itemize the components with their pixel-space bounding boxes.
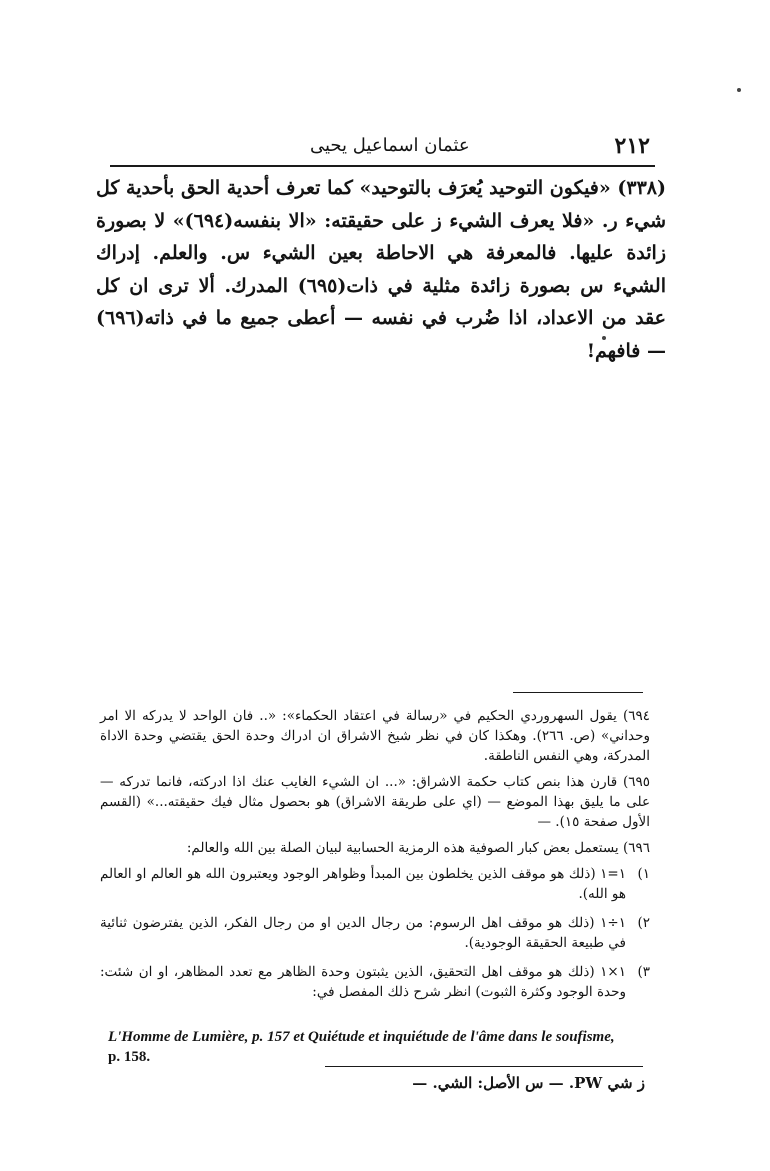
- footnote-696-list: [100, 864, 650, 1002]
- scan-speck: [737, 88, 741, 92]
- running-head-author: عثمان اسماعيل يحيى: [310, 135, 470, 156]
- list-item-text: ١÷١ (ذلك هو موقف اهل الرسوم: من رجال الدين او من رجال الفكر، الذين يفترضون ثنائية في طبيعة الحقيقة الوجودية).: [100, 915, 626, 951]
- list-item: [100, 864, 650, 904]
- list-item-number: ١): [637, 866, 650, 882]
- main-paragraph: (٣٣٨) «فيكون التوحيد يُعرَف بالتوحيد» كما تعرف أحدية الحق بأحدية كل شيء ر. «فلا يعرف الشيء ز على حقيقته: «الا بنفسه(٦٩٤)» لا بصورة زائدة عليها. فالمعرفة هي الاحاطة بعين الشيء س. والعلم. إدراك الشيء س بصورة زائدة مثلية في ذات(٦٩٥) المدرك. ألا ترى ان كل عقد من الاعداد، اذا ضُرب في نفسه — أعطى جميع ما في ذاته(٦٩٦) — فافهم!: [96, 177, 666, 362]
- french-reference: [108, 1027, 648, 1067]
- footnote-694: ٦٩٤) يقول السهروردي الحكيم في «رسالة في اعتقاد الحكماء»: «.. فان الواحد لا يدركه الا امر وحداني» (ص. ٢٦٦). وهكذا كان في نظر شيخ الاشراق ان ادراك وحدة الحق يقتضي وحدة الاداة المدركة، وهي النفس الناطقة.: [100, 708, 650, 764]
- list-item-text: ١=١ (ذلك هو موقف الذين يخلطون بين المبدأ وظواهر الوجود ويعتبرون الله هو العالم او العالم هو الله).: [100, 866, 626, 902]
- footnote-695: ٦٩٥) قارن هذا بنص كتاب حكمة الاشراق: «... ان الشيء الغايب عنك اذا ادركته، فانما تدركه — على ما يليق بهذا الموضع — (اي على طريقة الاشراق) هو بحصول مثال فيك حقيقته...» (القسم الأول صفحة ١٥). —: [100, 774, 650, 830]
- variants-separator: [325, 1066, 643, 1067]
- list-item-text: ١×١ (ذلك هو موقف اهل التحقيق، الذين يثبتون وحدة الظاهر مع تعدد المظاهر، او ان شئت: وحدة الوجود وكثرة الثبوت) انظر شرح ذلك المفصل في:: [100, 964, 626, 1000]
- list-item-number: ٣): [637, 964, 650, 980]
- textual-variants: ز شي PW. — س الأصل: الشي. —: [412, 1074, 645, 1092]
- footnote-696-intro: ٦٩٦) يستعمل بعض كبار الصوفية هذه الرمزية الحسابية لبيان الصلة بين الله والعالم:: [186, 840, 650, 856]
- page-number: ٢١٢: [614, 133, 650, 159]
- list-item: [100, 962, 650, 1002]
- header-rule: [110, 165, 655, 167]
- footnotes: [100, 706, 650, 1011]
- list-item-number: ٢): [637, 915, 650, 931]
- french-reference-title: L'Homme de Lumière, p. 157 et Quiétude et inquiétude de l'âme dans le soufisme,: [108, 1029, 615, 1045]
- running-header: [110, 125, 650, 165]
- list-item: [100, 913, 650, 953]
- scan-speck: [602, 336, 606, 340]
- footnote-separator: [513, 692, 643, 693]
- french-reference-page: p. 158.: [108, 1049, 151, 1065]
